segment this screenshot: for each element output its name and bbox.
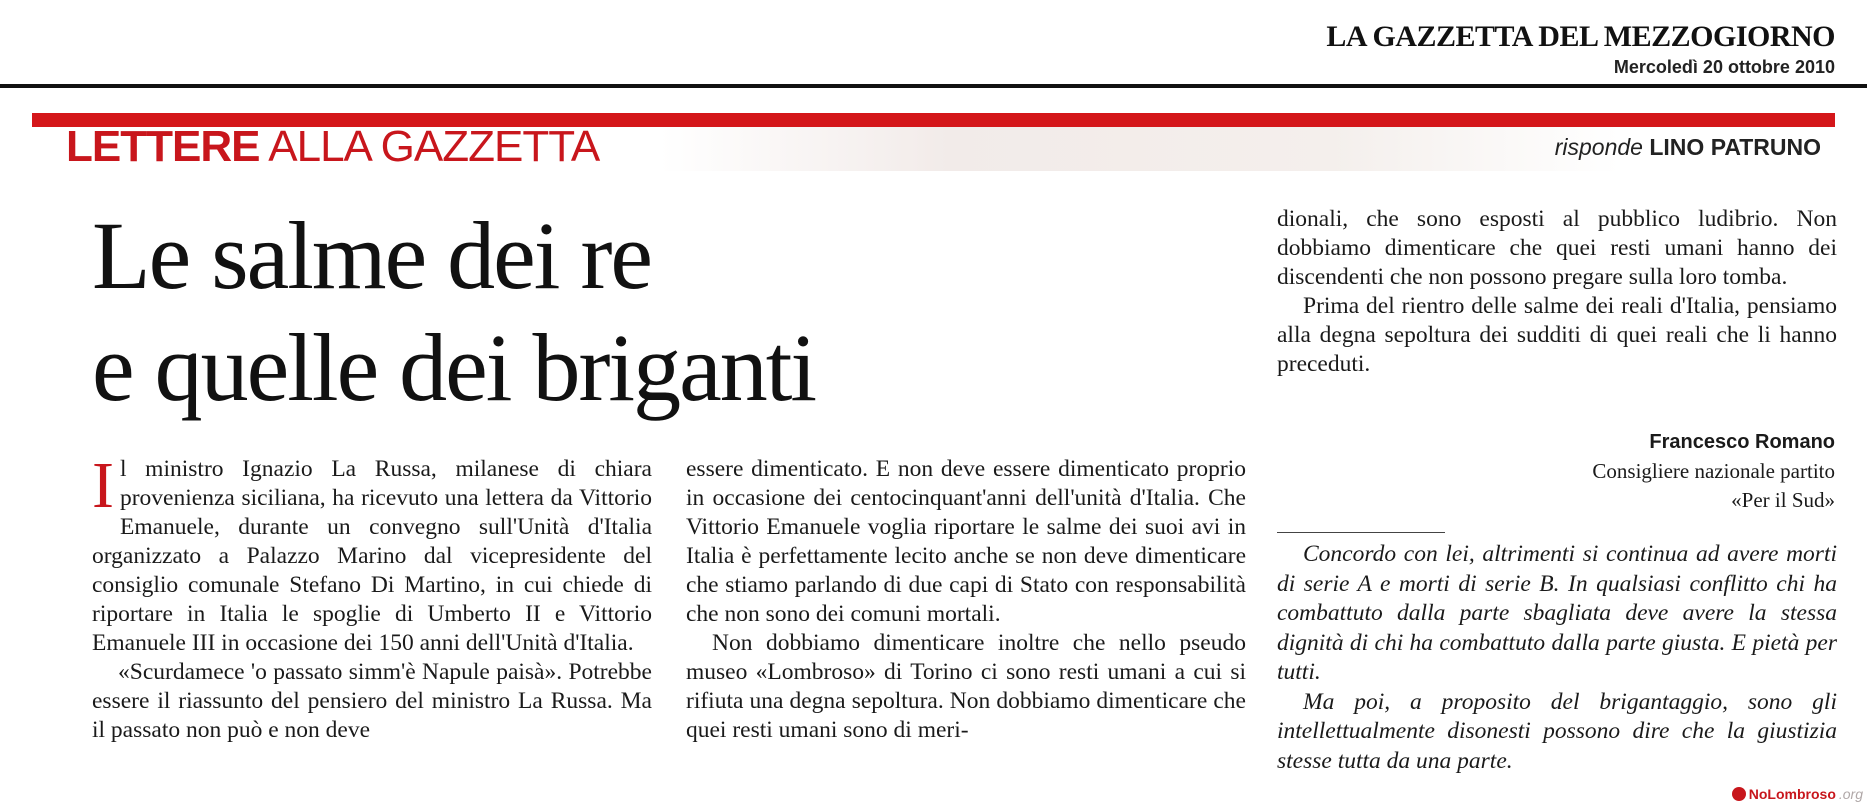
headline bbox=[92, 200, 1242, 424]
top-divider bbox=[0, 84, 1867, 88]
signature-role-line-1: Consigliere nazionale partito bbox=[1592, 459, 1835, 483]
byline bbox=[1555, 134, 1821, 161]
masthead-title: LA GAZZETTA DEL MEZZOGIORNO bbox=[1326, 20, 1835, 53]
reply-paragraph-1: Concordo con lei, altrimenti si continua ad avere morti di serie A e morti di serie B. In qualsiasi conflitto chi ha combattuto dalla parte sbagliata deve avere la stessa dignità di chi ha combattuto dalla parte giusta. E pietà per tutti. bbox=[1277, 541, 1837, 685]
article-column-3 bbox=[1277, 205, 1837, 379]
headline-line-1: Le salme dei re bbox=[92, 202, 652, 309]
section-header-bold: LETTERE bbox=[66, 122, 260, 171]
article-paragraph-1-text: l ministro Ignazio La Russa, milanese di chiara provenienza siciliana, ha ricevuto una lettera da Vittorio Emanuele, durante un convegno sull'Unità d'Italia organizzato a Palazzo Marino dal vicepresidente del consiglio comunale Stefano Di Martino, in cui chiede di riportare in Italia le spoglie di Umberto II e Vittorio Emanuele III in occasione dei 150 anni dell'Unità d'Italia. bbox=[92, 456, 652, 656]
signature-role-line-2: «Per il Sud» bbox=[1731, 488, 1835, 512]
drop-cap: I bbox=[92, 449, 114, 522]
watermark-text: NoLombroso bbox=[1748, 786, 1836, 802]
reply-divider bbox=[1277, 532, 1445, 533]
letter-signature bbox=[1592, 428, 1835, 515]
byline-prefix: risponde bbox=[1554, 134, 1643, 160]
section-header-shade bbox=[660, 127, 1620, 171]
article-paragraph-4: Non dobbiamo dimenticare inoltre che nello pseudo museo «Lombroso» di Torino ci sono resti umani a cui si rifiuta una degna sepoltura. Non dobbiamo dimenticare che quei resti umani sono di meri- bbox=[686, 630, 1246, 743]
signature-name: Francesco Romano bbox=[1649, 431, 1835, 453]
article-column-1 bbox=[92, 449, 652, 745]
article-column-2 bbox=[686, 455, 1246, 745]
article-paragraph-3: essere dimenticato. E non deve essere dimenticato proprio in occasione dei centocinquant'anni dell'unità d'Italia. Che Vittorio Emanuele voglia riportare le salme dei suoi avi in Italia è perfettamente lecito anche se non deve dimenticare che stiamo parlando di due capi di Stato con responsabilità che non sono dei comuni mortali. bbox=[686, 456, 1246, 627]
watermark-suffix: .org bbox=[1838, 786, 1863, 802]
article-paragraph-1 bbox=[92, 449, 652, 658]
editor-reply bbox=[1277, 540, 1837, 776]
watermark-logo-icon bbox=[1732, 787, 1746, 801]
masthead-date: Mercoledì 20 ottobre 2010 bbox=[1613, 57, 1835, 77]
section-header-light: ALLA GAZZETTA bbox=[259, 122, 600, 171]
section-header bbox=[66, 122, 599, 172]
headline-line-2: e quelle dei briganti bbox=[92, 314, 816, 421]
article-paragraph-6: Prima del rientro delle salme dei reali d'Italia, pensiamo alla degna sepoltura dei sudditi di quei reali che li hanno preceduti. bbox=[1277, 293, 1837, 377]
watermark bbox=[1732, 786, 1863, 802]
article-paragraph-2: «Scurdamece 'o passato simm'è Napule paisà». Potrebbe essere il riassunto del pensiero del ministro La Russa. Ma il passato non può e non deve bbox=[92, 659, 652, 743]
article-paragraph-5: dionali, che sono esposti al pubblico ludibrio. Non dobbiamo dimenticare che quei resti umani hanno dei discendenti che non possono pregare sulla loro tomba. bbox=[1277, 206, 1837, 290]
reply-paragraph-2: Ma poi, a proposito del brigantaggio, sono gli intellettualmente disonesti possono dire che la giustizia stesse tutta da una parte. bbox=[1277, 688, 1837, 774]
byline-name: LINO PATRUNO bbox=[1649, 134, 1821, 160]
